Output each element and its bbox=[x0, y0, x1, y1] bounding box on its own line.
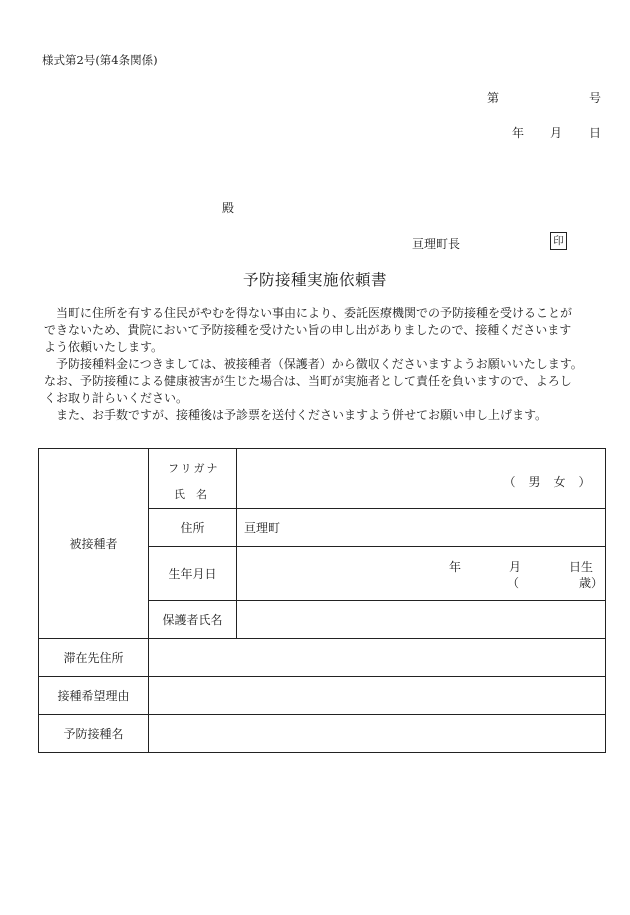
name-field[interactable] bbox=[237, 449, 606, 509]
vaccine-field[interactable] bbox=[149, 715, 606, 753]
stay-address-label: 滞在先住所 bbox=[39, 639, 149, 677]
recipient-label: 被接種者 bbox=[39, 449, 149, 639]
form-number: 様式第2号(第4条関係) bbox=[42, 53, 158, 67]
seal-mark: 印 bbox=[550, 232, 567, 250]
body-line: できないため、貴院において予防接種を受けたい旨の申し出がありましたので、接種くださいます bbox=[44, 323, 572, 337]
date-day-label: 日 bbox=[589, 126, 602, 140]
address-field[interactable]: 亘理町 bbox=[237, 509, 606, 547]
body-line: よう依頼いたします。 bbox=[44, 340, 164, 354]
address-label: 住所 bbox=[149, 509, 237, 547]
date-month-label: 月 bbox=[550, 126, 563, 140]
sex-options: （ 男 女 ） bbox=[503, 475, 591, 489]
issue-number-suffix: 号 bbox=[589, 91, 602, 105]
body-line: 当町に住所を有する住民がやむを得ない事由により、委託医療機関での予防接種を受けることが bbox=[44, 306, 573, 320]
body-line: また、お手数ですが、接種後は予診票を送付くださいますよう併せてお願い申し上げます。 bbox=[44, 408, 548, 422]
name-label: 氏 名 bbox=[174, 488, 207, 501]
vaccine-label: 予防接種名 bbox=[39, 715, 149, 753]
birthdate-field[interactable] bbox=[237, 547, 606, 601]
reason-label: 接種希望理由 bbox=[39, 677, 149, 715]
birthdate-label: 生年月日 bbox=[149, 547, 237, 601]
stay-address-field[interactable] bbox=[149, 639, 606, 677]
document-title: 予防接種実施依頼書 bbox=[242, 271, 387, 289]
guardian-label: 保護者氏名 bbox=[149, 601, 237, 639]
age-format: （ 歳） bbox=[507, 576, 604, 590]
furigana-name-label-cell bbox=[149, 449, 237, 509]
birthdate-format: 年 月 日生 bbox=[449, 560, 594, 574]
furigana-label: フリガナ bbox=[168, 462, 220, 475]
body-line: なお、予防接種による健康被害が生じた場合は、当町が実施者として責任を負いますので、よろし bbox=[44, 374, 572, 388]
request-form-table bbox=[38, 448, 606, 753]
body-line: 予防接種料金につきましては、被接種者（保護者）から徴収くださいますようお願いいたします。 bbox=[44, 357, 583, 371]
date-year-label: 年 bbox=[512, 126, 525, 140]
sender-name: 亘理町長 bbox=[412, 237, 461, 251]
issue-number-label: 第 bbox=[487, 91, 500, 105]
reason-field[interactable] bbox=[149, 677, 606, 715]
body-line: くお取り計らいください。 bbox=[44, 391, 189, 405]
addressee-suffix: 殿 bbox=[222, 201, 235, 215]
guardian-field[interactable] bbox=[237, 601, 606, 639]
